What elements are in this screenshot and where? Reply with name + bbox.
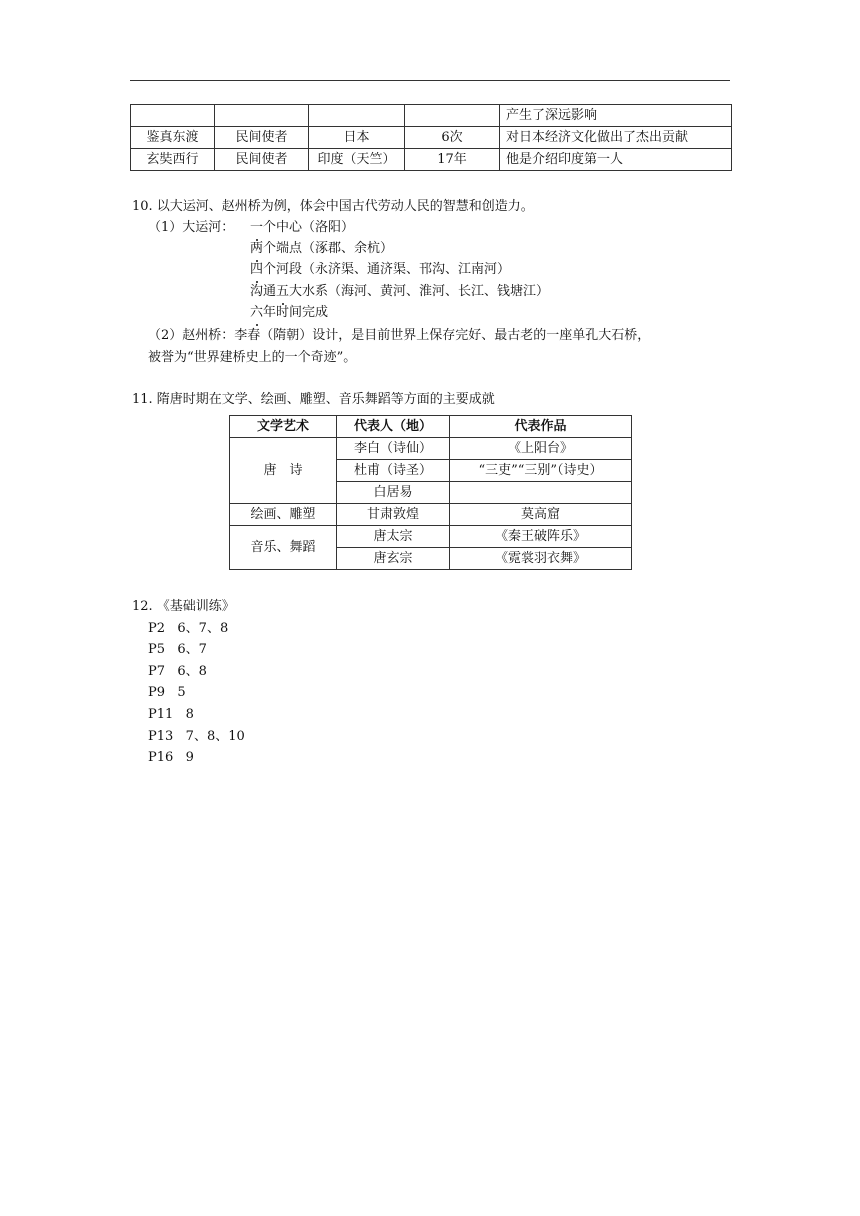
table-cell: 民间使者 (215, 127, 309, 149)
canal-item-text: 个中心（洛阳） (263, 220, 355, 235)
table-cell: “三吏”“三别”（诗史） (450, 460, 632, 482)
emphasis-char: 四 (250, 259, 263, 280)
emphasis-char: 两 (250, 238, 263, 259)
envoy-table (130, 104, 732, 171)
page-ref: P9 5 (148, 685, 186, 700)
table-cell: 唐玄宗 (337, 548, 450, 570)
table-cell: 17年 (405, 149, 500, 171)
canal-item-text: 个端点（涿郡、余杭） (263, 241, 394, 256)
table-row (131, 105, 732, 127)
canal-item (250, 259, 510, 280)
table-cell: 李白（诗仙） (337, 438, 450, 460)
canal-item-text: 年时间完成 (263, 305, 329, 320)
canal-item (250, 238, 393, 259)
table-cell: 《秦王破阵乐》 (450, 526, 632, 548)
table-cell (131, 105, 215, 127)
table-cell: 唐太宗 (337, 526, 450, 548)
table-header: 文学艺术 (230, 416, 337, 438)
canal-item (250, 217, 354, 238)
table-cell: 莫高窟 (450, 504, 632, 526)
canal-item-text: 个河段（永济渠、通济渠、邗沟、江南河） (263, 262, 511, 277)
category-cell: 唐 诗 (230, 438, 337, 504)
bridge-line: 被誉为“世界建桥史上的一个奇迹”。 (148, 350, 357, 365)
achievement-table (229, 415, 632, 570)
table-cell: 印度（天竺） (309, 149, 405, 171)
table-row (230, 438, 632, 460)
table-cell (450, 482, 632, 504)
page-ref: P2 6、7、8 (148, 621, 229, 636)
emphasis-char: 五 (276, 281, 289, 302)
table-cell (405, 105, 500, 127)
page-ref: P16 9 (148, 750, 194, 765)
table-header: 代表人（地） (337, 416, 450, 438)
q12-title: 12. 《基础训练》 (132, 599, 235, 614)
table-cell (215, 105, 309, 127)
table-cell: 《霓裳羽衣舞》 (450, 548, 632, 570)
emphasis-char: 六 (250, 302, 263, 323)
canal-item-text: 大水系（海河、黄河、淮河、长江、钱塘江） (289, 284, 550, 299)
table-cell: 玄奘西行 (131, 149, 215, 171)
table-cell: 白居易 (337, 482, 450, 504)
table-header-row (230, 416, 632, 438)
table-cell: 对日本经济文化做出了杰出贡献 (500, 127, 732, 149)
canal-item-prefix: 沟通 (250, 284, 277, 299)
table-row (230, 526, 632, 548)
table-row (230, 504, 632, 526)
q10-title: 10. 以大运河、赵州桥为例，体会中国古代劳动人民的智慧和创造力。 (132, 199, 534, 214)
page-ref: P11 8 (148, 707, 194, 722)
table-cell: 杜甫（诗圣） (337, 460, 450, 482)
q11-title: 11. 隋唐时期在文学、绘画、雕塑、音乐舞蹈等方面的主要成就 (132, 392, 495, 407)
table-cell: 《上阳台》 (450, 438, 632, 460)
table-cell: 日本 (309, 127, 405, 149)
canal-item (250, 281, 549, 302)
page-ref: P5 6、7 (148, 642, 207, 657)
table-row (131, 149, 732, 171)
table-cell: 6次 (405, 127, 500, 149)
table-cell: 他是介绍印度第一人 (500, 149, 732, 171)
category-cell: 音乐、舞蹈 (230, 526, 337, 570)
page-ref: P7 6、8 (148, 664, 207, 679)
table-cell (309, 105, 405, 127)
page-ref: P13 7、8、10 (148, 729, 245, 744)
table-cell: 民间使者 (215, 149, 309, 171)
table-header: 代表作品 (450, 416, 632, 438)
table-cell: 产生了深远影响 (500, 105, 732, 127)
canal-item (250, 302, 328, 323)
canal-label: （1）大运河： (148, 220, 235, 235)
header-rule (130, 80, 730, 81)
table-row (131, 127, 732, 149)
table-cell: 鉴真东渡 (131, 127, 215, 149)
category-cell: 绘画、雕塑 (230, 504, 337, 526)
bridge-line: （2）赵州桥：李春（隋朝）设计，是目前世界上保存完好、最古老的一座单孔大石桥， (148, 328, 651, 343)
table-cell: 甘肃敦煌 (337, 504, 450, 526)
emphasis-char: 一 (250, 217, 263, 238)
